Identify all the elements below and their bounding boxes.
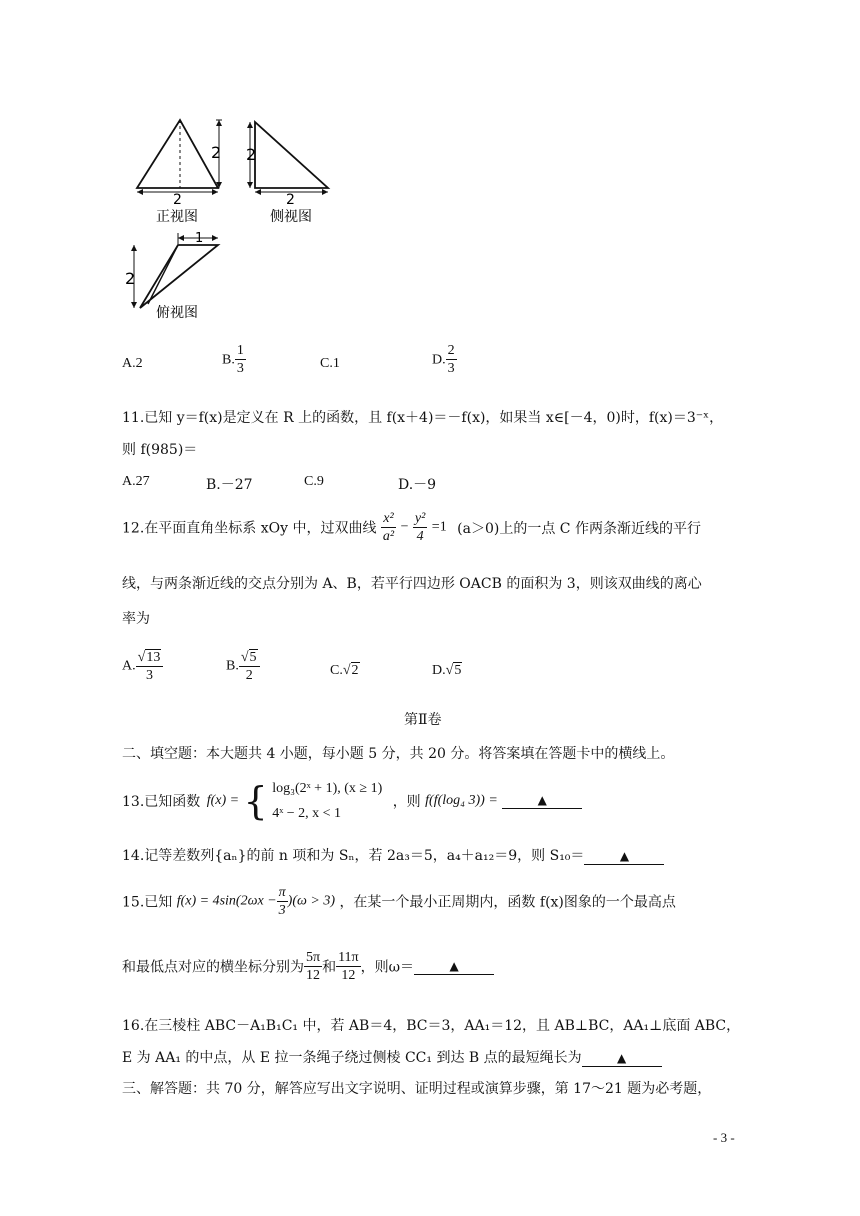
q10-option-b bbox=[222, 342, 246, 377]
page-number: - 3 - bbox=[713, 1130, 735, 1145]
front-base-label: 2 bbox=[173, 192, 182, 208]
q12-stem-line2: 线，与两条渐近线的交点分别为 A、B，若平行四边形 OACB 的面积为 3，则该双曲线的离心 bbox=[122, 576, 702, 592]
q12-stem-line1 bbox=[122, 510, 701, 545]
side-height-label: 2 bbox=[246, 145, 257, 164]
q15-and: 和 bbox=[322, 959, 337, 976]
q16-line1: 16.在三棱柱 ABC－A₁B₁C₁ 中，若 AB＝4，BC＝3，AA₁＝12，且 AB⊥BC，AA₁⊥底面 ABC， bbox=[122, 1018, 741, 1034]
q15-answer-blank bbox=[414, 959, 494, 975]
section-3-heading: 三、解答题：共 70 分，解答应写出文字说明、证明过程或演算步骤，第 17～21 题为必考题， bbox=[122, 1081, 712, 1097]
question-14 bbox=[122, 845, 664, 865]
q14-text: 14.记等差数列{aₙ}的前 n 项和为 Sₙ，若 2a₃＝5，a₄＋a₁₂＝9，则 S₁₀＝ bbox=[122, 848, 585, 864]
top-view-caption: 俯视图 bbox=[156, 305, 198, 321]
question-13 bbox=[122, 776, 582, 826]
q13-cases bbox=[272, 776, 382, 826]
q12-y-fraction: $\frac{\text{y²}}{4}$ bbox=[414, 511, 426, 544]
q11-option-b: B.－27 bbox=[206, 477, 253, 493]
q12-a-prefix: A. bbox=[122, 658, 136, 674]
q11-stem-line1: 11.已知 y＝f(x)是定义在 R 上的函数，且 f(x＋4)＝－f(x)，如果当 x∈[－4，0)时，f(x)＝3⁻ˣ， bbox=[122, 410, 724, 426]
q11-option-d: D.－9 bbox=[398, 477, 437, 493]
front-height-label: 2 bbox=[211, 143, 222, 162]
q12-prefix: 12.在平面直角坐标系 xOy 中，过双曲线 bbox=[122, 520, 377, 537]
q12-c-sqrt: √2 bbox=[342, 663, 359, 678]
q10-d-prefix: D. bbox=[432, 352, 446, 368]
q11-stem-line2: 则 f(985)＝ bbox=[122, 442, 198, 458]
q16-line2-text: E 为 AA₁ 的中点，从 E 拉一条绳子绕过侧棱 CC₁ 到达 B 点的最短绳长为 bbox=[122, 1050, 582, 1066]
q10-d-fraction: $\frac{2}{3}$ bbox=[447, 343, 455, 376]
front-view-caption: 正视图 bbox=[156, 209, 198, 225]
q12-stem-line3: 率为 bbox=[122, 611, 150, 627]
q12-d-sqrt: √5 bbox=[445, 663, 462, 678]
side-view-caption: 侧视图 bbox=[270, 209, 312, 225]
q14-answer-blank bbox=[584, 849, 664, 865]
q12-d-prefix: D. bbox=[432, 663, 446, 678]
q15-pi-fraction: $\frac{\pi}{3}$ bbox=[278, 885, 286, 918]
q13-brace: { bbox=[243, 779, 268, 823]
q12-a-fraction: $\frac{√13}{3}$ bbox=[136, 649, 164, 684]
q12-suffix: (a＞0)上的一点 C 作两条渐近线的平行 bbox=[457, 520, 701, 537]
side-view bbox=[246, 122, 328, 225]
q12-minus: − bbox=[400, 519, 409, 535]
q13-blank-mark: ▲ bbox=[537, 793, 547, 807]
top-view bbox=[125, 231, 218, 321]
q11-option-a: A.27 bbox=[122, 474, 150, 489]
question-15-line2 bbox=[122, 949, 494, 984]
q14-blank-mark: ▲ bbox=[619, 849, 630, 863]
q15-function-end: )(ω > 3) bbox=[287, 893, 335, 909]
q12-b-fraction: $\frac{√5}{2}$ bbox=[239, 649, 260, 684]
q10-option-c: C.1 bbox=[320, 356, 340, 371]
q15-value-1: $\frac{5\pi}{12}$ bbox=[306, 950, 321, 983]
q15-function-start: f(x) = 4sin(2ωx − bbox=[176, 893, 277, 909]
q10-b-fraction: $\frac{1}{3}$ bbox=[236, 343, 244, 376]
q13-function-name: f(x) = bbox=[206, 793, 240, 808]
q13-answer-blank bbox=[502, 793, 582, 809]
q11-option-c: C.9 bbox=[304, 474, 324, 489]
q12-c-prefix: C. bbox=[330, 663, 343, 678]
q15-line2-prefix: 和最低点对应的横坐标分别为 bbox=[122, 959, 304, 976]
q12-b-prefix: B. bbox=[226, 658, 239, 674]
q15-blank-mark: ▲ bbox=[449, 958, 459, 973]
q10-option-a: A.2 bbox=[122, 356, 143, 371]
q13-mid: ，则 bbox=[392, 794, 421, 810]
q16-answer-blank bbox=[582, 1051, 662, 1067]
part-2-title: 第Ⅱ卷 bbox=[404, 712, 442, 728]
q12-option-c bbox=[330, 662, 360, 679]
three-view-figure bbox=[120, 108, 350, 323]
question-15-line1 bbox=[122, 884, 676, 919]
q15-value-2: $\frac{11\pi}{12}$ bbox=[338, 950, 359, 983]
q13-prefix: 13.已知函数 bbox=[122, 794, 201, 810]
top-depth-label: 2 bbox=[125, 269, 136, 288]
q10-b-prefix: B. bbox=[222, 352, 235, 368]
q12-option-b bbox=[226, 649, 260, 684]
front-view bbox=[137, 120, 222, 225]
q12-equals-one: =1 bbox=[431, 519, 447, 535]
q12-x-fraction: $\frac{\text{x²}}{\text{a²}}$ bbox=[382, 511, 395, 544]
top-width-label: 1 bbox=[195, 231, 204, 246]
section-2-heading: 二、填空题：本大题共 4 小题，每小题 5 分，共 20 分。将答案填在答题卡中的横线上。 bbox=[122, 746, 675, 762]
q13-case-2: 4ˣ − 2, x < 1 bbox=[272, 806, 342, 821]
q13-case-1: log₃(2ˣ + 1), (x ≥ 1) bbox=[272, 781, 383, 796]
q12-option-d bbox=[432, 662, 462, 679]
q10-option-d bbox=[432, 342, 457, 377]
q13-expression: f(f(log₄ 3)) = bbox=[425, 793, 498, 808]
q12-option-a bbox=[122, 649, 163, 684]
q16-blank-mark: ▲ bbox=[617, 1051, 627, 1065]
q15-suffix: ，在某一个最小正周期内，函数 f(x)图象的一个最高点 bbox=[339, 894, 676, 911]
q15-line2-suffix: ，则ω＝ bbox=[360, 959, 415, 976]
q16-line2 bbox=[122, 1047, 662, 1067]
side-base-label: 2 bbox=[286, 192, 295, 208]
q15-prefix: 15.已知 bbox=[122, 894, 173, 911]
